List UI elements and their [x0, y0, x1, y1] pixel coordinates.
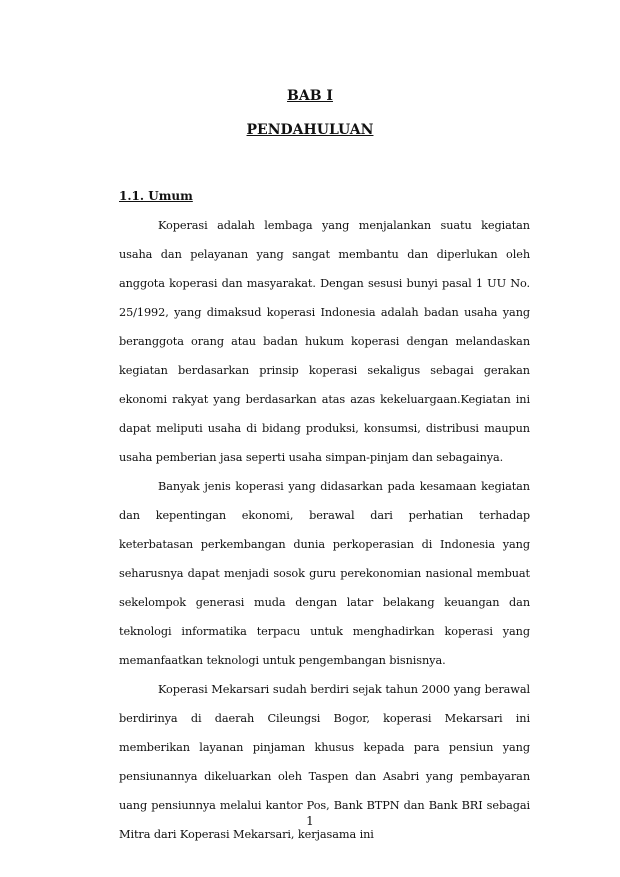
section-heading: 1.1. Umum	[119, 189, 193, 203]
paragraph-1: Koperasi adalah lembaga yang menjalankan suatu kegiatan usaha dan pelayanan yang sangat membantu dan diperlukan oleh anggota koperasi dan masyarakat. Dengan sesusi bunyi pasal 1 UU No. 25/1992, yang dimaksud koperasi Indonesia adalah badan usaha yang beranggota orang atau badan hukum koperasi dengan melandaskan kegiatan berdasarkan prinsip koperasi sekaligus sebagai gerakan ekonomi rakyat yang berdasarkan atas azas kekeluargaan.Kegiatan ini dapat meliputi usaha di bidang produksi, konsumsi, distribusi maupun usaha pemberian jasa seperti usaha simpan-pinjam dan sebagainya.	[119, 219, 530, 464]
page-number: 1	[306, 814, 314, 828]
paragraph-3: Koperasi Mekarsari sudah berdiri sejak tahun 2000 yang berawal berdirinya di daerah Cileungsi Bogor, koperasi Mekarsari ini memberikan layanan pinjaman khusus kepada para pensiun yang pensiunannya dikeluarkan oleh Taspen dan Asabri yang pembayaran uang pensiunnya melalui kantor Pos, Bank BTPN dan Bank BRI sebagai Mitra dari Koperasi Mekarsari, kerjasama ini	[119, 683, 530, 841]
body-text	[119, 211, 530, 849]
chapter-number: BAB I	[287, 88, 333, 104]
paragraph-2: Banyak jenis koperasi yang didasarkan pada kesamaan kegiatan dan kepentingan ekonomi, berawal dari perhatian terhadap keterbatasan perkembangan dunia perkoperasian di Indonesia yang seharusnya dapat menjadi sosok guru perekonomian nasional membuat sekelompok generasi muda dengan latar belakang keuangan dan teknologi informatika terpacu untuk menghadirkan koperasi yang memanfaatkan teknologi untuk pengembangan bisnisnya.	[119, 480, 530, 667]
chapter-title: PENDAHULUAN	[246, 122, 374, 138]
